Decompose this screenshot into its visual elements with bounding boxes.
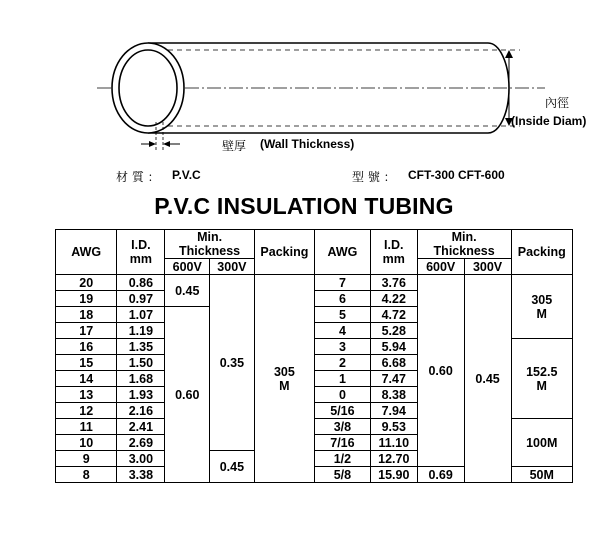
packing-unit: M <box>536 378 547 393</box>
id-cell: 2.16 <box>117 403 165 419</box>
id-cell: 6.68 <box>370 355 417 371</box>
material-value: P.V.C <box>172 168 201 182</box>
header-600v-left: 600V <box>165 259 210 275</box>
id-cell: 7.94 <box>370 403 417 419</box>
packing-cell <box>254 275 314 483</box>
awg-cell: 10 <box>56 435 117 451</box>
awg-cell: 6 <box>315 291 371 307</box>
awg-cell: 14 <box>56 371 117 387</box>
packing-value: 305 <box>273 364 295 379</box>
awg-cell: 3 <box>315 339 371 355</box>
header-300v-left: 300V <box>210 259 255 275</box>
id-cell: 11.10 <box>370 435 417 451</box>
awg-cell: 7 <box>315 275 371 291</box>
header-id-unit: mm <box>129 252 153 266</box>
header-id-text: I.D. <box>131 238 151 252</box>
awg-cell: 4 <box>315 323 371 339</box>
awg-cell: 7/16 <box>315 435 371 451</box>
header-min-thickness-right <box>417 230 511 259</box>
awg-cell: 17 <box>56 323 117 339</box>
thickness-600v-cell: 0.45 <box>165 275 210 307</box>
header-packing-left: Packing <box>254 230 314 275</box>
material-label: 材 質 ： <box>116 170 160 184</box>
packing-value: 152.5 <box>526 364 558 379</box>
id-cell: 9.53 <box>370 419 417 435</box>
id-cell: 3.38 <box>117 467 165 483</box>
awg-cell: 3/8 <box>315 419 371 435</box>
header-id-text: I.D. <box>384 238 404 252</box>
awg-cell: 16 <box>56 339 117 355</box>
arrow-head-up <box>505 50 513 58</box>
id-cell: 5.28 <box>370 323 417 339</box>
awg-cell: 18 <box>56 307 117 323</box>
thickness-300v-cell: 0.45 <box>210 451 255 483</box>
id-cell: 7.47 <box>370 371 417 387</box>
id-cell: 8.38 <box>370 387 417 403</box>
header-packing-right: Packing <box>511 230 572 275</box>
awg-cell: 2 <box>315 355 371 371</box>
header-min-text: Min. <box>197 230 223 244</box>
header-min-text: Min. <box>451 230 477 244</box>
header-id-left <box>117 230 165 275</box>
thickness-300v-cell: 0.45 <box>464 275 511 483</box>
model-value: CFT-300 CFT-600 <box>408 168 505 182</box>
thickness-600v-cell: 0.69 <box>417 467 464 483</box>
header-id-unit: mm <box>382 252 405 266</box>
header-thickness-text: Thickness <box>179 244 241 258</box>
packing-cell <box>511 275 572 339</box>
id-cell: 1.07 <box>117 307 165 323</box>
packing-cell: 50M <box>511 467 572 483</box>
awg-cell: 13 <box>56 387 117 403</box>
awg-cell: 1 <box>315 371 371 387</box>
header-row <box>56 230 573 259</box>
header-awg-left: AWG <box>56 230 117 275</box>
id-cell: 1.50 <box>117 355 165 371</box>
awg-cell: 9 <box>56 451 117 467</box>
id-cell: 5.94 <box>370 339 417 355</box>
id-cell: 1.35 <box>117 339 165 355</box>
id-cell: 1.93 <box>117 387 165 403</box>
thickness-300v-cell: 0.35 <box>210 275 255 451</box>
id-cell: 4.72 <box>370 307 417 323</box>
id-cell: 2.69 <box>117 435 165 451</box>
tube-inner-ring <box>119 50 177 126</box>
header-min-thickness-left <box>165 230 254 259</box>
awg-cell: 11 <box>56 419 117 435</box>
awg-cell: 12 <box>56 403 117 419</box>
awg-cell: 15 <box>56 355 117 371</box>
inside-diam-label-en: (Inside Diam) <box>511 114 587 128</box>
packing-value: 305 <box>531 292 553 307</box>
header-awg-right: AWG <box>315 230 371 275</box>
awg-cell: 20 <box>56 275 117 291</box>
wall-label-zh: 壁厚 <box>222 139 247 153</box>
awg-cell: 19 <box>56 291 117 307</box>
header-thickness-text: Thickness <box>433 244 495 258</box>
id-cell: 1.68 <box>117 371 165 387</box>
packing-cell: 100M <box>511 419 572 467</box>
awg-cell: 1/2 <box>315 451 371 467</box>
id-cell: 2.41 <box>117 419 165 435</box>
id-cell: 1.19 <box>117 323 165 339</box>
id-cell: 3.76 <box>370 275 417 291</box>
spec-table <box>55 229 573 483</box>
awg-cell: 5/8 <box>315 467 371 483</box>
tube-diagram <box>0 0 608 160</box>
model-label: 型 號 ： <box>352 170 396 184</box>
wall-arrow-right-head <box>163 141 170 147</box>
awg-cell: 5 <box>315 307 371 323</box>
id-cell: 4.22 <box>370 291 417 307</box>
packing-unit: M <box>279 378 290 393</box>
header-300v-right: 300V <box>464 259 511 275</box>
thickness-600v-cell: 0.60 <box>417 275 464 467</box>
packing-cell <box>511 339 572 419</box>
inside-diam-label-zh: 內徑 <box>545 96 570 110</box>
page-title: P.V.C INSULATION TUBING <box>154 193 454 219</box>
id-cell: 15.90 <box>370 467 417 483</box>
awg-cell: 0 <box>315 387 371 403</box>
id-cell: 3.00 <box>117 451 165 467</box>
wall-label-en: (Wall Thickness) <box>260 137 355 151</box>
thickness-600v-cell: 0.60 <box>165 307 210 483</box>
wall-arrow-left-head <box>149 141 156 147</box>
awg-cell: 8 <box>56 467 117 483</box>
id-cell: 0.86 <box>117 275 165 291</box>
id-cell: 12.70 <box>370 451 417 467</box>
header-600v-right: 600V <box>417 259 464 275</box>
packing-unit: M <box>536 306 547 321</box>
header-id-right <box>370 230 417 275</box>
id-cell: 0.97 <box>117 291 165 307</box>
awg-cell: 5/16 <box>315 403 371 419</box>
table-row <box>56 275 573 291</box>
